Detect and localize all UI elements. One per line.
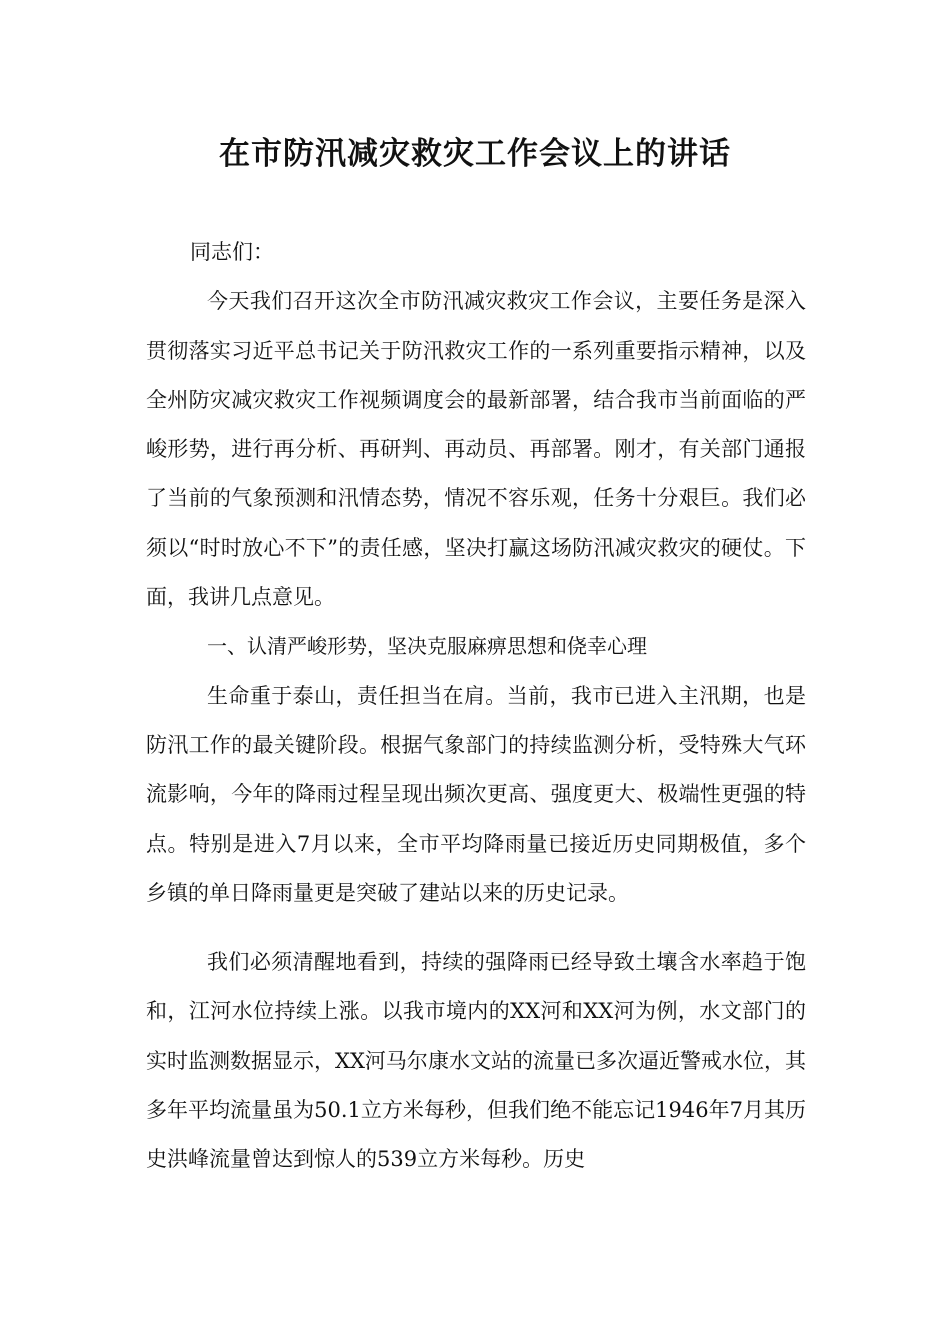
body-paragraph: 生命重于泰山，责任担当在肩。当前，我市已进入主汛期，也是防汛工作的最关键阶段。根据气象部门的持续监测分析，受特殊大气环流影响，今年的降雨过程呈现出频次更高、强度更大、极端性更强的特点。特别是进入7月以来，全市平均降雨量已接近历史同期极值，多个乡镇的单日降雨量更是突破了建站以来的历史记录。 xyxy=(146,683,806,905)
body-paragraph: 我们必须清醒地看到，持续的强降雨已经导致土壤含水率趋于饱和，江河水位持续上涨。以我市境内的XX河和XX河为例，水文部门的实时监测数据显示，XX河马尔康水文站的流量已多次逼近警戒水位，其多年平均流量虽为50.1立方米每秒，但我们绝不能忘记1946年7月其历史洪峰流量曾达到惊人的539立方米每秒。历史 xyxy=(146,950,806,1172)
document-body xyxy=(146,228,806,1185)
section-heading: 一、认清严峻形势，坚决克服麻痹思想和侥幸心理 xyxy=(207,634,647,659)
document-title: 在市防汛减灾救灾工作会议上的讲话 xyxy=(219,136,731,172)
paragraph-spacer xyxy=(146,918,806,938)
salutation: 同志们： xyxy=(190,240,274,264)
body-paragraph: 今天我们召开这次全市防汛减灾救灾工作会议，主要任务是深入贯彻落实习近平总书记关于防汛救灾工作的一系列重要指示精神，以及全州防灾减灾救灾工作视频调度会的最新部署，结合我市当前面临的严峻形势，进行再分析、再研判、再动员、再部署。刚才，有关部门通报了当前的气象预测和汛情态势，情况不容乐观，任务十分艰巨。我们必须以“时时放心不下”的责任感，坚决打赢这场防汛减灾救灾的硬仗。下面，我讲几点意见。 xyxy=(146,289,806,610)
